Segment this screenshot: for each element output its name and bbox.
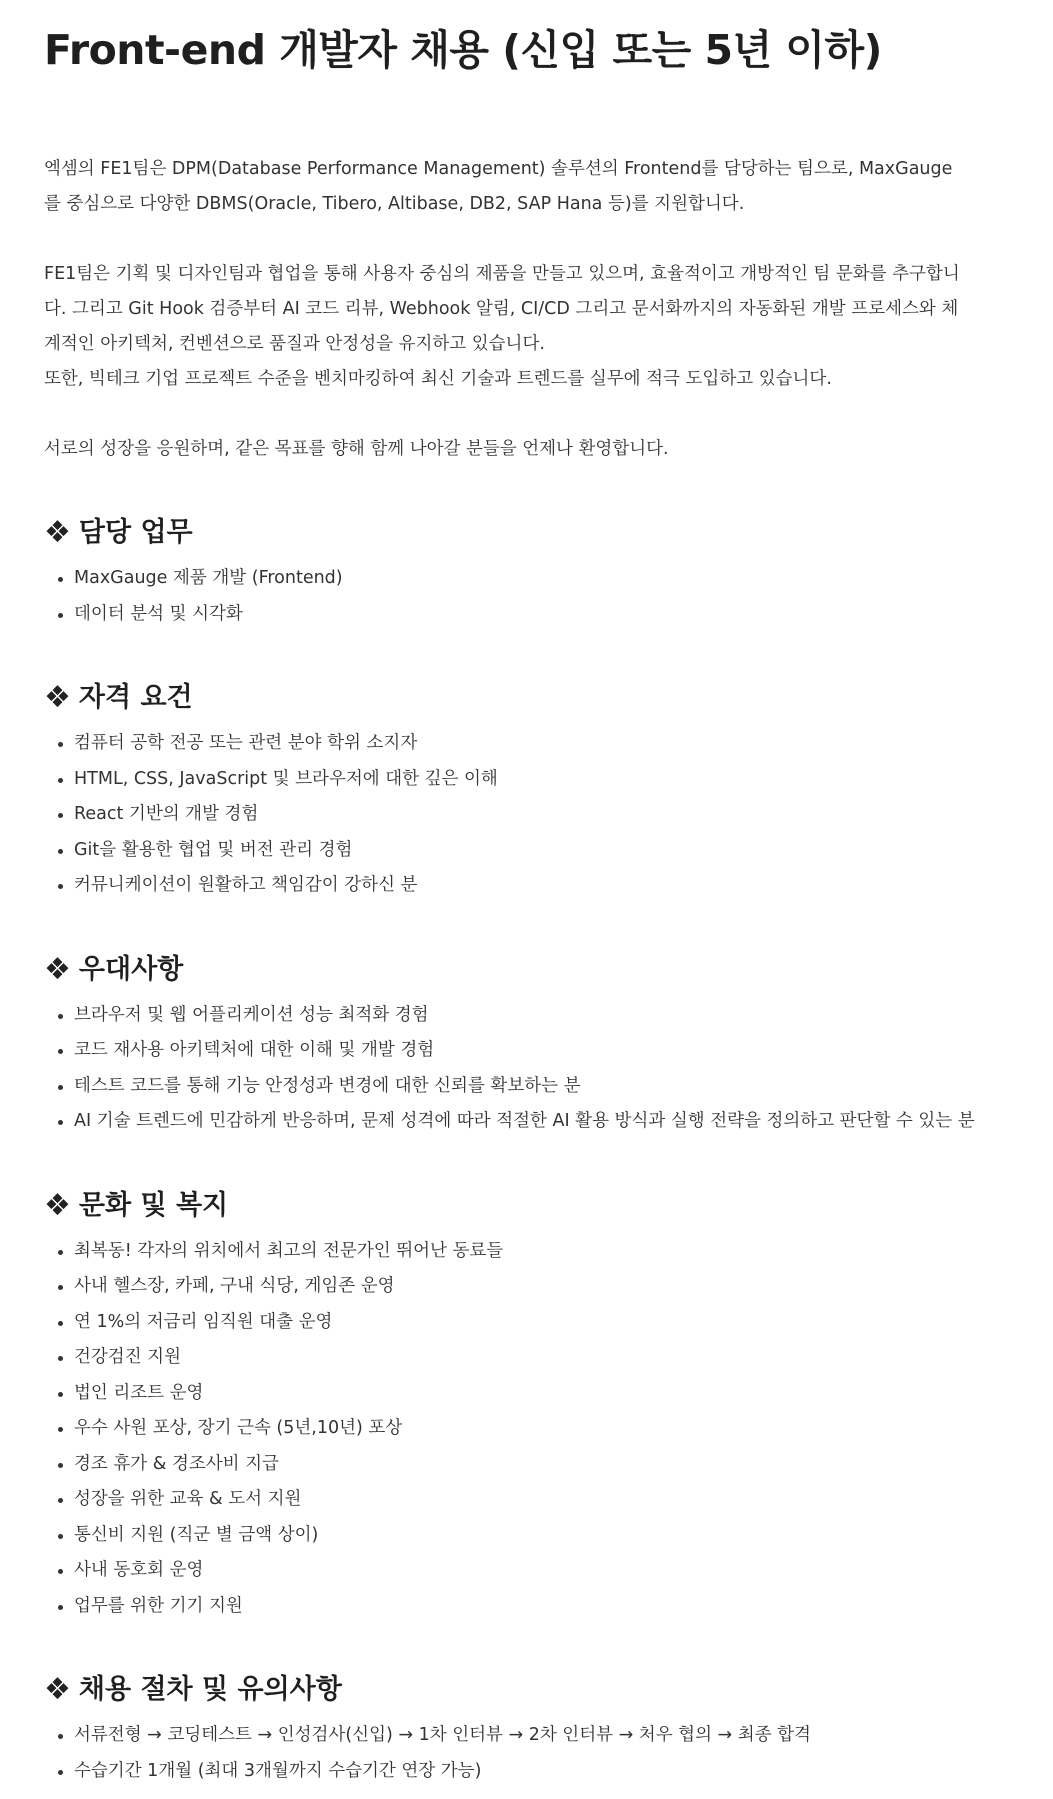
list-item: 최복동! 각자의 위치에서 최고의 전문가인 뛰어난 동료들 [58, 1234, 1009, 1270]
section-heading [44, 513, 1009, 553]
list-item: 사내 동호회 운영 [58, 1553, 1009, 1589]
list-item: 브라우저 및 웹 어플리케이션 성능 최적화 경험 [58, 998, 1009, 1034]
section-heading [44, 678, 1009, 718]
section-heading-text: 우대사항 [78, 953, 184, 985]
intro-line: 를 중심으로 다양한 DBMS(Oracle, Tibero, Altibase, DB2, SAP Hana 등)를 지원합니다. [44, 194, 745, 214]
list-item: HTML, CSS, JavaScript 및 브라우저에 대한 깊은 이해 [58, 762, 1009, 798]
list-item: 사내 헬스장, 카페, 구내 식당, 게임존 운영 [58, 1269, 1009, 1305]
benefits-list [44, 1234, 1009, 1625]
list-item: MaxGauge 제품 개발 (Frontend) [58, 561, 1009, 597]
list-item: React 기반의 개발 경험 [58, 797, 1009, 833]
intro-line: 엑셈의 FE1팀은 DPM(Database Performance Management) 솔루션의 Frontend를 담당하는 팀으로, MaxGauge [44, 159, 953, 179]
list-item: AI 기술 트렌드에 민감하게 반응하며, 문제 성격에 따라 적절한 AI 활용 방식과 실행 전략을 정의하고 판단할 수 있는 분 [58, 1104, 1009, 1140]
diamond-icon: ❖ [44, 1672, 71, 1707]
list-item: 커뮤니케이션이 원활하고 책임감이 강하신 분 [58, 868, 1009, 904]
diamond-icon: ❖ [44, 680, 71, 715]
section-heading [44, 1670, 1009, 1710]
intro-paragraph-3 [44, 432, 1009, 467]
section-heading-text: 담당 업무 [78, 517, 193, 548]
list-item: 데이터 분석 및 시각화 [58, 597, 1009, 633]
diamond-icon: ❖ [44, 515, 71, 550]
intro-line: 계적인 아키텍처, 컨벤션으로 품질과 안정성을 유지하고 있습니다. [44, 334, 545, 354]
list-item: 법인 리조트 운영 [58, 1376, 1009, 1412]
intro-paragraph-2 [44, 257, 1009, 397]
page-title: Front-end 개발자 채용 (신입 또는 5년 이하) [44, 26, 882, 74]
list-item: 우수 사원 포상, 장기 근속 (5년,10년) 포상 [58, 1411, 1009, 1447]
list-item: 컴퓨터 공학 전공 또는 관련 분야 학위 소지자 [58, 726, 1009, 762]
list-item: 코드 재사용 아키텍처에 대한 이해 및 개발 경험 [58, 1033, 1009, 1069]
list-item: 건강검진 지원 [58, 1340, 1009, 1376]
list-item: Git을 활용한 협업 및 버전 관리 경험 [58, 833, 1009, 869]
list-item: 업무를 위한 기기 지원 [58, 1589, 1009, 1625]
section-heading [44, 1186, 1009, 1226]
list-item: 통신비 지원 (직군 별 금액 상이) [58, 1518, 1009, 1554]
section-heading-text: 채용 절차 및 유의사항 [78, 1674, 342, 1705]
section-requirements [44, 678, 1009, 904]
list-item: 연 1%의 저금리 임직원 대출 운영 [58, 1305, 1009, 1341]
intro-line: 서로의 성장을 응원하며, 같은 목표를 향해 함께 나아갈 분들을 언제나 환영합니다. [44, 439, 669, 459]
section-benefits [44, 1186, 1009, 1625]
list-item: 수습기간 1개월 (최대 3개월까지 수습기간 연장 가능) [58, 1754, 1009, 1790]
section-heading-text: 자격 요건 [78, 682, 193, 713]
duties-list [44, 561, 1009, 632]
requirements-list [44, 726, 1009, 904]
list-item: 서류전형 → 코딩테스트 → 인성검사(신입) → 1차 인터뷰 → 2차 인터뷰 → 처우 협의 → 최종 합격 [58, 1718, 1009, 1754]
intro-line: FE1팀은 기획 및 디자인팀과 협업을 통해 사용자 중심의 제품을 만들고 있으며, 효율적이고 개방적인 팀 문화를 추구합니 [44, 264, 960, 284]
list-item: 경조 휴가 & 경조사비 지급 [58, 1447, 1009, 1483]
section-duties [44, 513, 1009, 632]
section-process [44, 1670, 1009, 1789]
diamond-icon: ❖ [44, 951, 71, 987]
section-preferred [44, 950, 1009, 1140]
diamond-icon: ❖ [44, 1187, 71, 1223]
list-item: 테스트 코드를 통해 기능 안정성과 변경에 대한 신뢰를 확보하는 분 [58, 1069, 1009, 1105]
list-item: 성장을 위한 교육 & 도서 지원 [58, 1482, 1009, 1518]
section-heading [44, 950, 1009, 990]
intro-paragraph-1 [44, 152, 1009, 222]
preferred-list [44, 998, 1009, 1140]
section-heading-text: 문화 및 복지 [78, 1189, 229, 1221]
intro-line: 다. 그리고 Git Hook 검증부터 AI 코드 리뷰, Webhook 알림, CI/CD 그리고 문서화까지의 자동화된 개발 프로세스와 체 [44, 299, 959, 319]
intro [44, 152, 1009, 467]
intro-line: 또한, 빅테크 기업 프로젝트 수준을 벤치마킹하여 최신 기술과 트렌드를 실무에 적극 도입하고 있습니다. [44, 369, 832, 389]
process-list [44, 1718, 1009, 1789]
